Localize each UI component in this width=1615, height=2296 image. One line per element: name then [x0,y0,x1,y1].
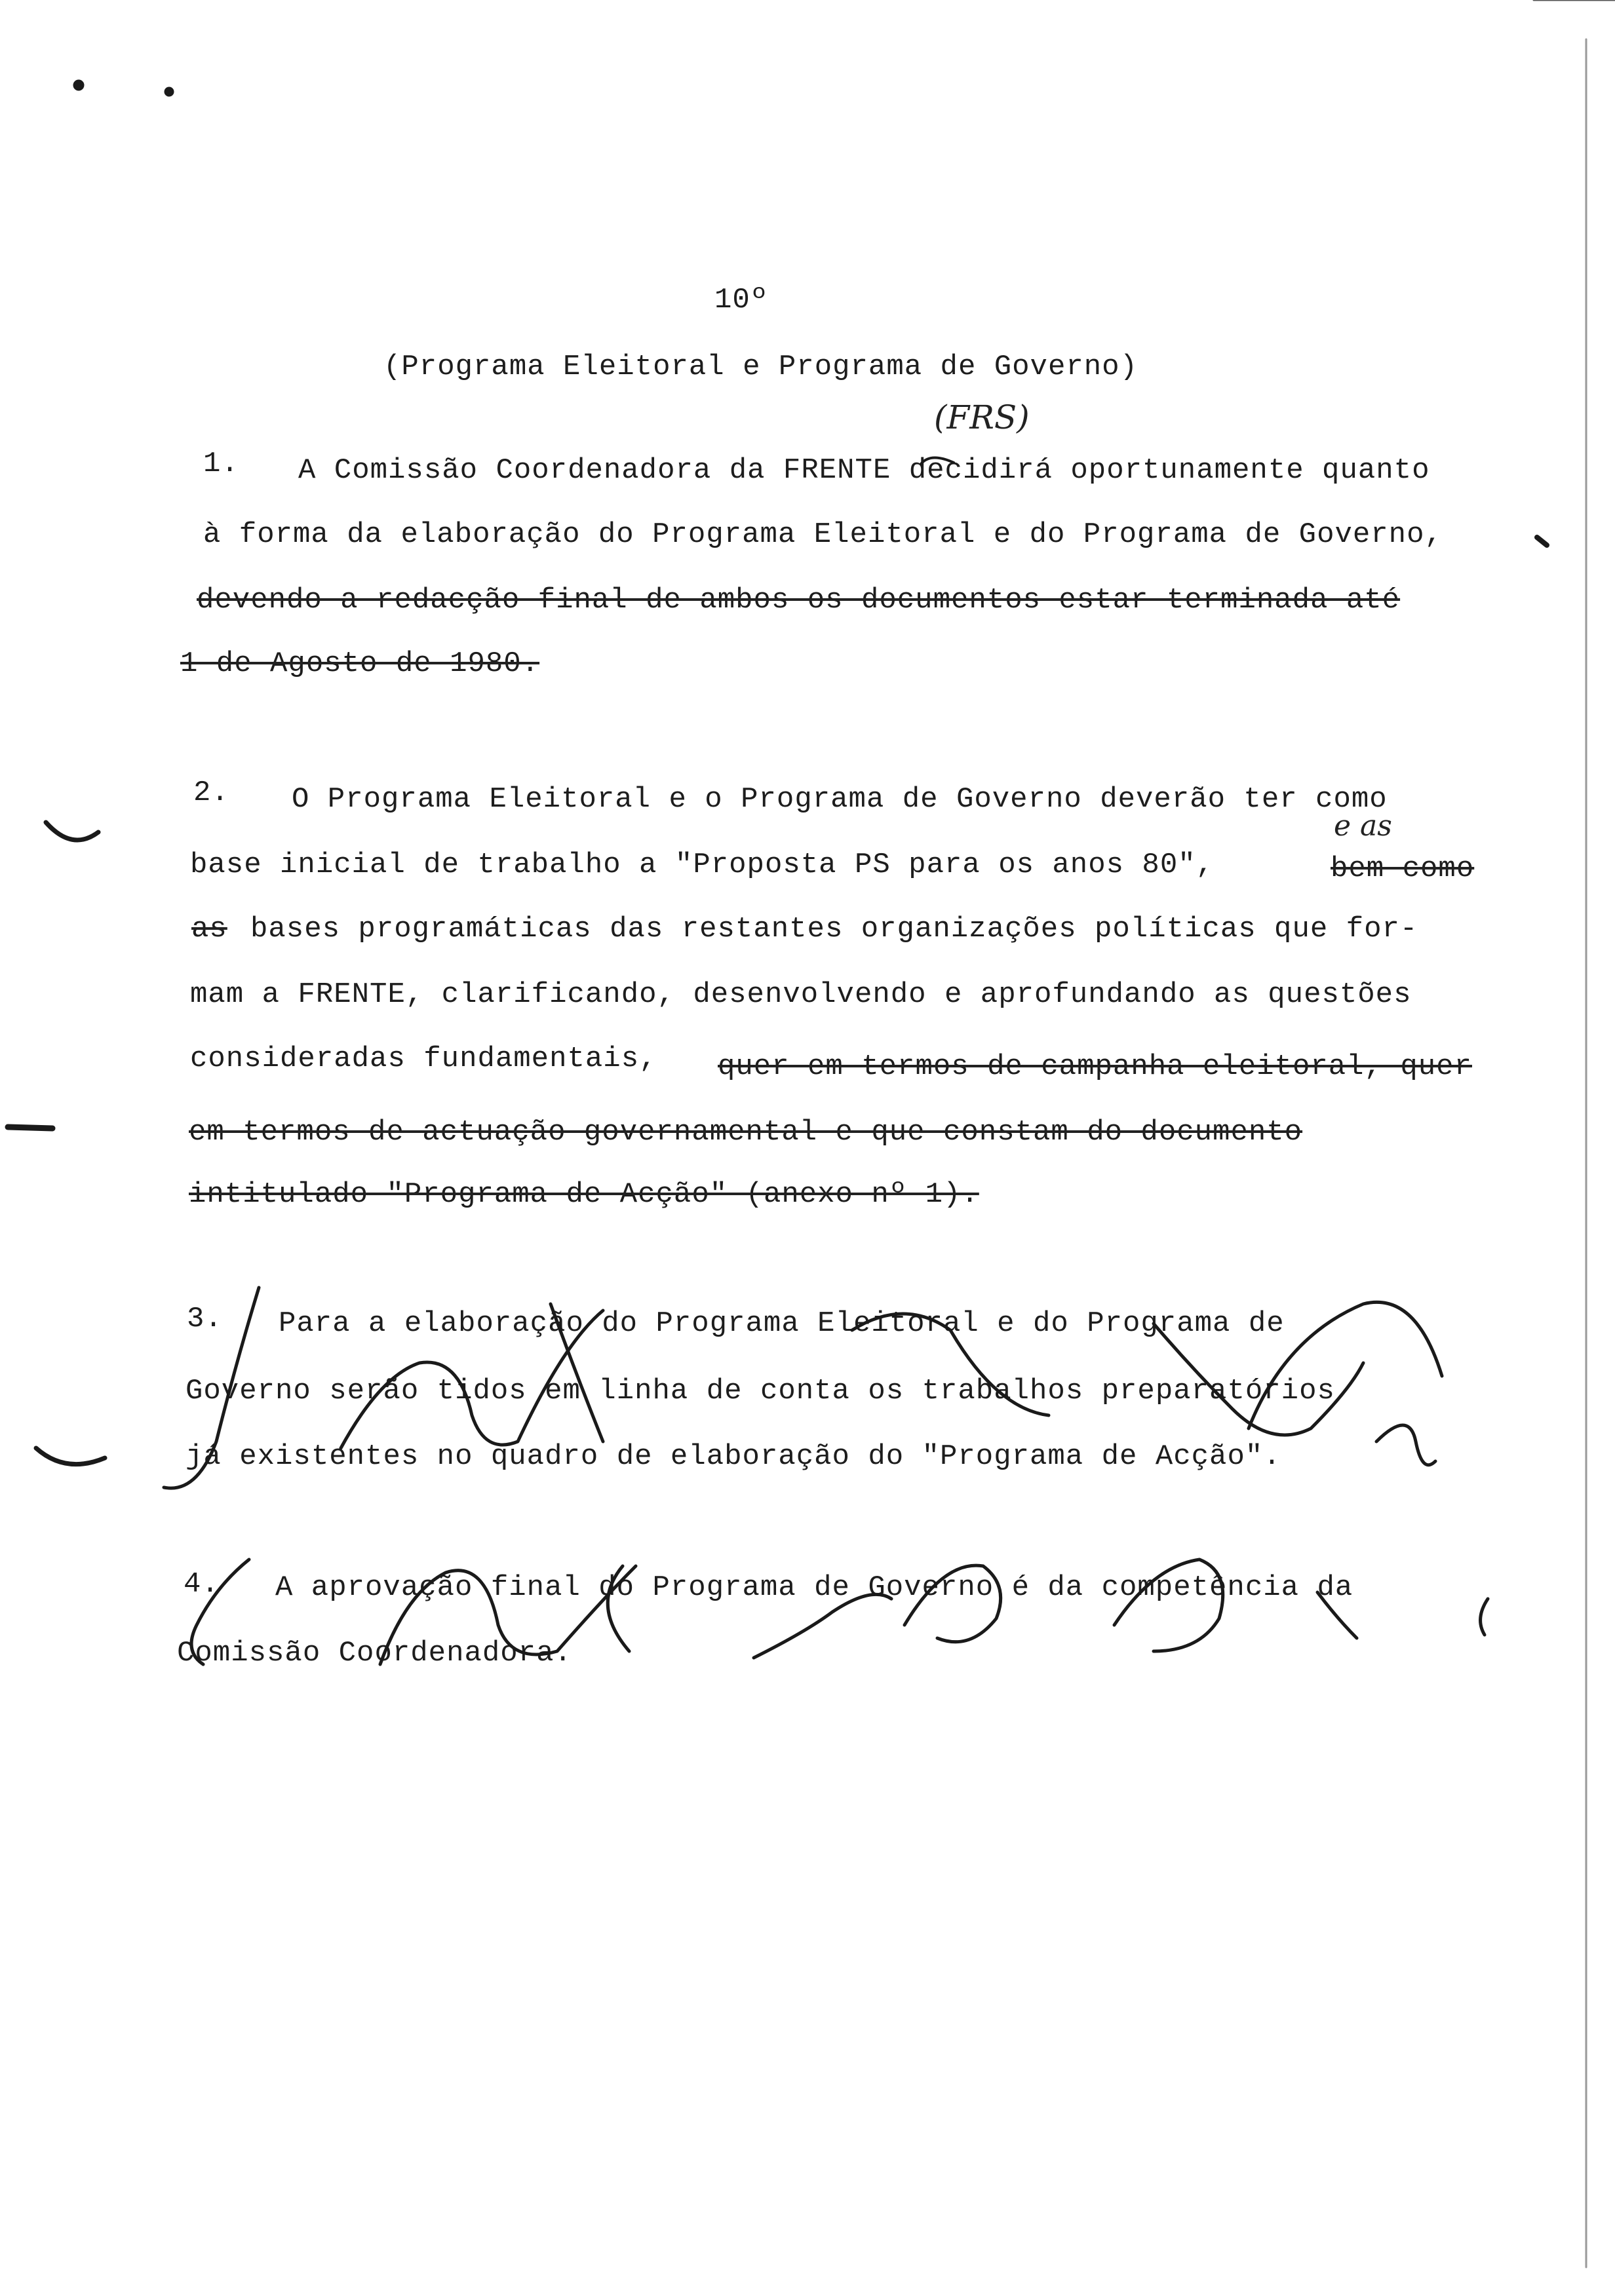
item-1-line-3-struck: devendo a redacção final de ambos os documentos estar terminada até [197,584,1401,617]
item-4-line-2: Comissão Coordenadora. [177,1637,572,1670]
item-3-line-3: já existentes no quadro de elaboração do "Programa de Acção". [185,1440,1281,1473]
item-1-line-1: A Comissão Coordenadora da FRENTE decidirá oportunamente quanto [298,454,1430,487]
item-3-line-1: Para a elaboração do Programa Eleitoral e do Programa de [279,1307,1285,1340]
item-2-line-3-struck-head: as [191,913,227,946]
item-1-line-2: à forma da elaboração do Programa Eleitoral e do Programa de Governo, [203,518,1443,551]
item-3-number: 3. [187,1303,223,1335]
item-2-line-1: O Programa Eleitoral e o Programa de Governo deverão ter como [292,783,1388,816]
page-number: 10º [714,284,769,316]
handwritten-annotation-e-as: e as [1334,809,1392,843]
handwritten-annotation-frs: (FRS) [934,398,1030,436]
item-3-line-2: Governo serão tidos em linha de conta os trabalhos preparatórios [185,1375,1335,1407]
item-2-line-2-struck-tail: bem como [1331,852,1475,885]
item-2-line-2: base inicial de trabalho a "Proposta PS para os anos 80", [190,849,1215,881]
item-2-number: 2. [193,776,229,809]
scan-dot [166,88,172,95]
scan-dot [75,81,83,89]
margin-mark [36,1448,105,1464]
margin-mark [46,822,98,840]
item-1-number: 1. [203,448,239,480]
item-2-line-6-struck: em termos de actuação governamental e que constam do documento [189,1116,1303,1149]
margin-dash-mark [8,1127,52,1128]
item-2-line-3: bases programáticas das restantes organizações políticas que for- [250,913,1418,946]
item-4-line-1: A aprovação final do Programa de Governo é da competência da [275,1571,1353,1604]
item-2-line-5: consideradas fundamentais, [190,1043,657,1075]
item-4-number: 4. [184,1568,220,1601]
page-title: (Programa Eleitoral e Programa de Governo) [383,351,1138,383]
item-2-line-4: mam a FRENTE, clarificando, desenvolvendo e aprofundando as questões [190,978,1412,1011]
item-2-line-5-struck-tail: quer em termos de campanha eleitoral, quer [718,1050,1472,1083]
item-2-line-7-struck: intitulado "Programa de Acção" (anexo nº 1). [189,1178,979,1211]
item-1-line-4-struck: 1 de Agosto de 1980. [180,647,540,680]
